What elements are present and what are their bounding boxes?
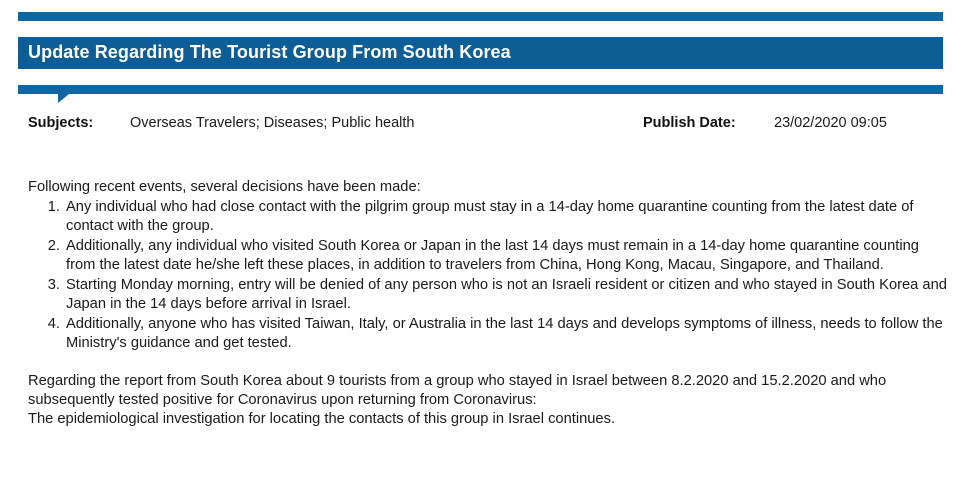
- publish-date-value: 23/02/2020 09:05: [774, 115, 887, 131]
- list-item: Starting Monday morning, entry will be denied of any person who is not an Israeli resident or citizen and who stayed in South Korea and Japan in the 14 days before arrival in Israel.: [66, 277, 947, 312]
- bottom-rule: [18, 85, 943, 94]
- list-item: Any individual who had close contact with the pilgrim group must stay in a 14-day home quarantine counting from the latest date of contact with the group.: [66, 199, 914, 234]
- top-rule: [18, 12, 943, 21]
- list-item: Additionally, any individual who visited South Korea or Japan in the last 14 days must remain in a 14-day home quarantine counting from the latest date he/she left these places, in addition to travelers from China, Hong Kong, Macau, Singapore, and Thailand.: [66, 238, 919, 273]
- intro-paragraph: Following recent events, several decisions have been made:: [28, 179, 421, 195]
- publish-date-label: Publish Date:: [643, 115, 736, 131]
- subjects-label: Subjects:: [28, 115, 94, 131]
- list-item: Additionally, anyone who has visited Taiwan, Italy, or Australia in the last 14 days and develops symptoms of illness, needs to follow the Ministry's guidance and get tested.: [66, 316, 943, 351]
- banner-notch-icon: [58, 94, 69, 103]
- metadata-row: [0, 115, 960, 137]
- closing-paragraph-2: The epidemiological investigation for locating the contacts of this group in Israel continues.: [28, 411, 616, 427]
- decisions-list: [28, 198, 948, 353]
- closing-paragraph-1: Regarding the report from South Korea about 9 tourists from a group who stayed in Israel between 8.2.2020 and 15.2.2020 and who subsequently tested positive for Coronavirus upon returning from Coronavirus:: [28, 373, 887, 408]
- subjects-value: Overseas Travelers; Diseases; Public health: [130, 115, 415, 131]
- page-title: Update Regarding The Tourist Group From South Korea: [28, 42, 511, 62]
- closing-section: [28, 372, 948, 429]
- document-body: [28, 178, 948, 429]
- title-banner: [18, 37, 943, 69]
